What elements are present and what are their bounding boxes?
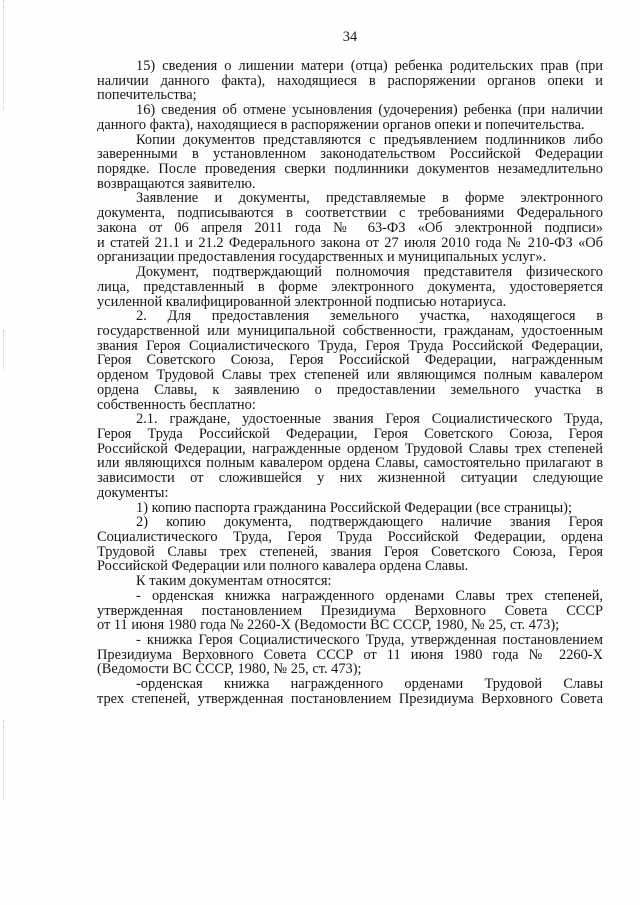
scan-edge-mark: [3, 720, 4, 800]
text-line: государственной или муниципальной собственности, гражданам, удостоенным: [97, 322, 603, 339]
text-line: документы:: [97, 484, 169, 501]
text-line: 2) копию документа, подтверждающего наличие звания Героя: [136, 514, 603, 531]
text-line: Документ, подтверждающий полномочия представителя физического: [136, 264, 603, 281]
text-line: зависимости от сложившейся у них жизненной ситуации следующие: [97, 470, 603, 487]
text-line: (Ведомости ВС СССР, 1980, № 25, ст. 473);: [97, 661, 362, 678]
text-line: Российской Федерации, награжденные орденом Трудовой Славы трех степеней: [97, 440, 603, 457]
text-line: заверенными в установленном законодательством Российской Федерации: [97, 146, 603, 163]
text-line: - книжка Героя Социалистического Труда, утвержденная постановлением: [136, 632, 603, 649]
text-line: документа, подписываются в соответствии с требованиями Федерального: [97, 205, 603, 222]
paragraph-item-16: [97, 103, 603, 132]
paragraph-section-2-1: [97, 412, 603, 500]
text-line: усиленной квалифицированной электронной подписью нотариуса.: [97, 293, 507, 310]
scan-edge-mark: [3, 0, 4, 110]
text-line: Трудовой Славы трех степеней, звания Героя Советского Союза, Героя: [97, 543, 603, 560]
text-line: трех степеней, утвержденная постановлением Президиума Верховного Совета: [97, 690, 603, 707]
text-line: или являющихся полным кавалером ордена Славы, самостоятельно прилагают в: [97, 455, 603, 472]
text-line: Российской Федерации или полного кавалера ордена Славы.: [97, 558, 469, 575]
text-line: ордена Славы, к заявлению о предоставлении земельного участка в: [97, 381, 603, 398]
text-line: утвержденная постановлением Президиума Верховного Совета СССР: [97, 602, 603, 619]
list-item-passport-copy: [97, 501, 603, 516]
text-line: Заявление и документы, представляемые в форме электронного: [136, 190, 603, 207]
text-line: 2.1. граждане, удостоенные звания Героя Социалистического Труда,: [136, 411, 603, 428]
text-line: возвращаются заявителю.: [97, 175, 256, 192]
text-line: попечительства;: [97, 87, 197, 104]
text-line: Героя Труда Российской Федерации, Героя Советского Союза, Героя: [97, 425, 603, 442]
text-line: и статей 21.1 и 21.2 Федерального закона от 27 июля 2010 года № 210-ФЗ «Об: [97, 234, 603, 251]
text-line: 16) сведения об отмене усыновления (удочерения) ребенка (при наличии: [136, 102, 603, 119]
paragraph-section-2: [97, 309, 603, 412]
scan-edge-mark: [3, 330, 4, 370]
text-line: наличии данного факта), находящиеся в распоряжении органов опеки и: [97, 72, 603, 89]
text-line: порядке. После проведения сверки подлинники документов незамедлительно: [97, 161, 603, 178]
paragraph-document-copies: [97, 133, 603, 192]
text-line: Героя Советского Союза, Героя Российской Федерации, награжденным: [97, 352, 603, 369]
paragraph-representative-authority: [97, 265, 603, 309]
document-body: [97, 59, 603, 707]
text-line: от 11 июня 1980 года № 2260-X (Ведомости ВС СССР, 1980, № 25, ст. 473);: [97, 617, 560, 634]
paragraph-electronic-signature: [97, 191, 603, 265]
list-item-glory-order-book: [97, 589, 603, 633]
text-line: данного факта), находящиеся в распоряжении органов опеки и попечительства.: [97, 116, 585, 133]
list-item-hero-book: [97, 633, 603, 677]
page-number: 34: [342, 29, 358, 45]
text-line: Президиума Верховного Совета СССР от 11 июня 1980 года № 2260-X: [97, 646, 603, 663]
text-line: Социалистического Труда, Героя Труда Российской Федерации, ордена: [97, 529, 603, 545]
text-line: 1) копию паспорта гражданина Российской Федерации (все страницы);: [136, 499, 572, 516]
text-line: закона от 06 апреля 2011 года № 63-ФЗ «Об электронной подписи»: [97, 219, 603, 236]
paragraph-document-types: [97, 574, 603, 589]
text-line: 15) сведения о лишении матери (отца) ребенка родительских прав (при: [136, 58, 603, 74]
text-line: собственность бесплатно:: [97, 396, 256, 413]
text-line: лица, представленный в форме электронного документа, удостоверяется: [97, 278, 603, 295]
text-line: орденом Трудовой Славы трех степеней или являющимся полным кавалером: [97, 367, 603, 384]
list-item-title-document-copy: [97, 515, 603, 574]
text-line: звания Героя Социалистического Труда, Героя Труда Российской Федерации,: [97, 337, 603, 354]
text-line: -орденская книжка награжденного орденами Трудовой Славы: [136, 676, 603, 693]
text-line: - орденская книжка награжденного орденами Славы трех степеней,: [136, 587, 603, 604]
text-line: Копии документов представляются с предъявлением подлинников либо: [136, 131, 603, 148]
list-item-labour-glory-order-book: [97, 677, 603, 706]
text-line: 2. Для предоставления земельного участка, находящегося в: [136, 308, 603, 325]
text-line: организации предоставления государственных и муниципальных услуг».: [97, 249, 547, 266]
paragraph-item-15: [97, 59, 603, 103]
text-line: К таким документам относятся:: [136, 573, 332, 590]
